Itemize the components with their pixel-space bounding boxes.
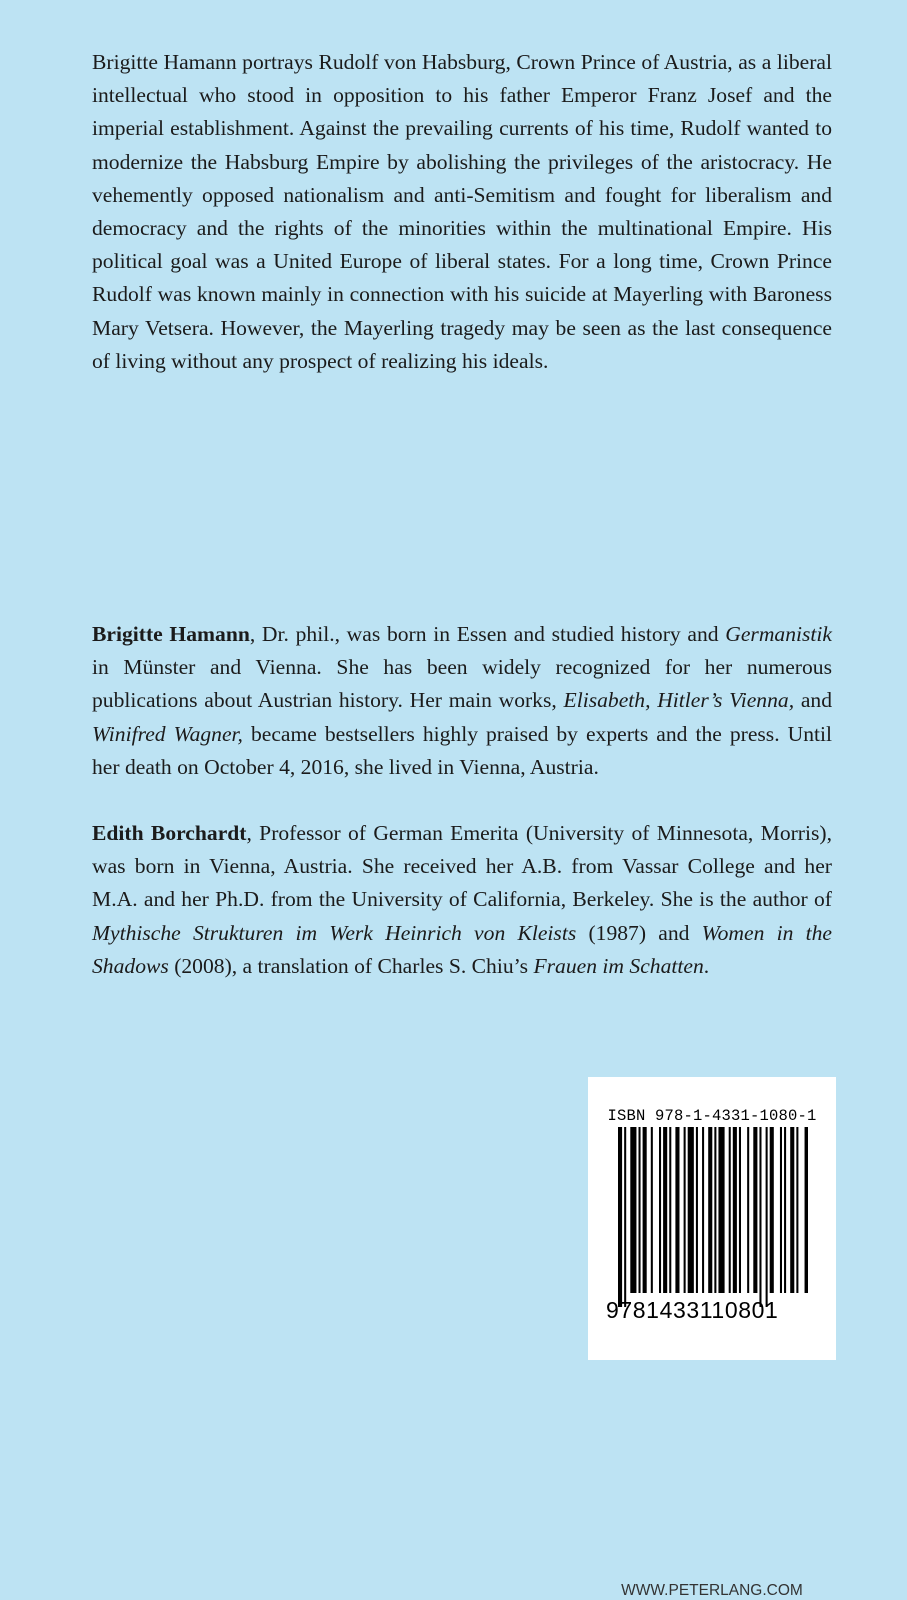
- book-title: Winifred Wagner,: [92, 721, 243, 746]
- bio-text: (1987) and: [576, 920, 702, 945]
- italic-term: Germanistik: [725, 622, 833, 646]
- bio-text: , Professor of German Emerita (University of Minnesota, Morris), was born in Vienna, Austria. She received her A.B. from Vassar College and her M.A. and her Ph.D. from the University of California, Berkeley. She is the author of: [92, 821, 832, 912]
- bio-text: in Münster and Vienna. She has been widely recognized for her numerous publications about Austrian history. Her main works,: [92, 655, 832, 713]
- translator-name: Edith Borchardt: [92, 821, 247, 845]
- book-title: Elisabeth, Hitler’s Vienna,: [563, 688, 795, 713]
- book-description: Brigitte Hamann portrays Rudolf von Habsburg, Crown Prince of Austria, as a liberal intellectual who stood in opposition to his father Emperor Franz Josef and the imperial establishment. Against the prevailing currents of his time, Rudolf wanted to modernize the Habsburg Empire by abolishing the privileges of the aristocracy. He vehemently opposed nationalism and anti-Semitism and fought for liberalism and democracy and the rights of the minorities within the multinational Empire. His political goal was a United Europe of liberal states. For a long time, Crown Prince Rudolf was known mainly in connection with his suicide at Mayerling with Baroness Mary Vetsera. However, the Mayerling tragedy may be seen as the last consequence of living without any prospect of realizing his ideals.: [92, 50, 832, 373]
- author-bio-hamann: [92, 618, 832, 784]
- bio-text: (2008), a translation of Charles S. Chiu’s: [168, 953, 534, 978]
- ean-digits: 9781433110801: [606, 1297, 779, 1323]
- publisher-url: WWW.PETERLANG.COM: [621, 1582, 803, 1599]
- book-title: Mythische Strukturen im Werk Heinrich von Kleists: [92, 920, 577, 945]
- bio-text: became bestsellers highly praised by experts and the press. Until her death on October 4, 2016, she lived in Vienna, Austria.: [92, 721, 832, 779]
- bio-text: .: [703, 953, 710, 978]
- bio-text: , Dr. phil., was born in Essen and studied history and: [249, 622, 726, 646]
- translator-bio-borchardt: [92, 817, 832, 983]
- barcode-icon: [618, 1127, 808, 1307]
- bio-text: and: [794, 688, 833, 713]
- author-name: Brigitte Hamann: [92, 622, 250, 646]
- book-title: Frauen im Schatten: [533, 953, 704, 978]
- barcode-panel: [588, 1077, 836, 1599]
- book-title: Women in the Shadows: [92, 920, 832, 978]
- isbn-label: ISBN 978-1-4331-1080-1: [607, 1107, 817, 1125]
